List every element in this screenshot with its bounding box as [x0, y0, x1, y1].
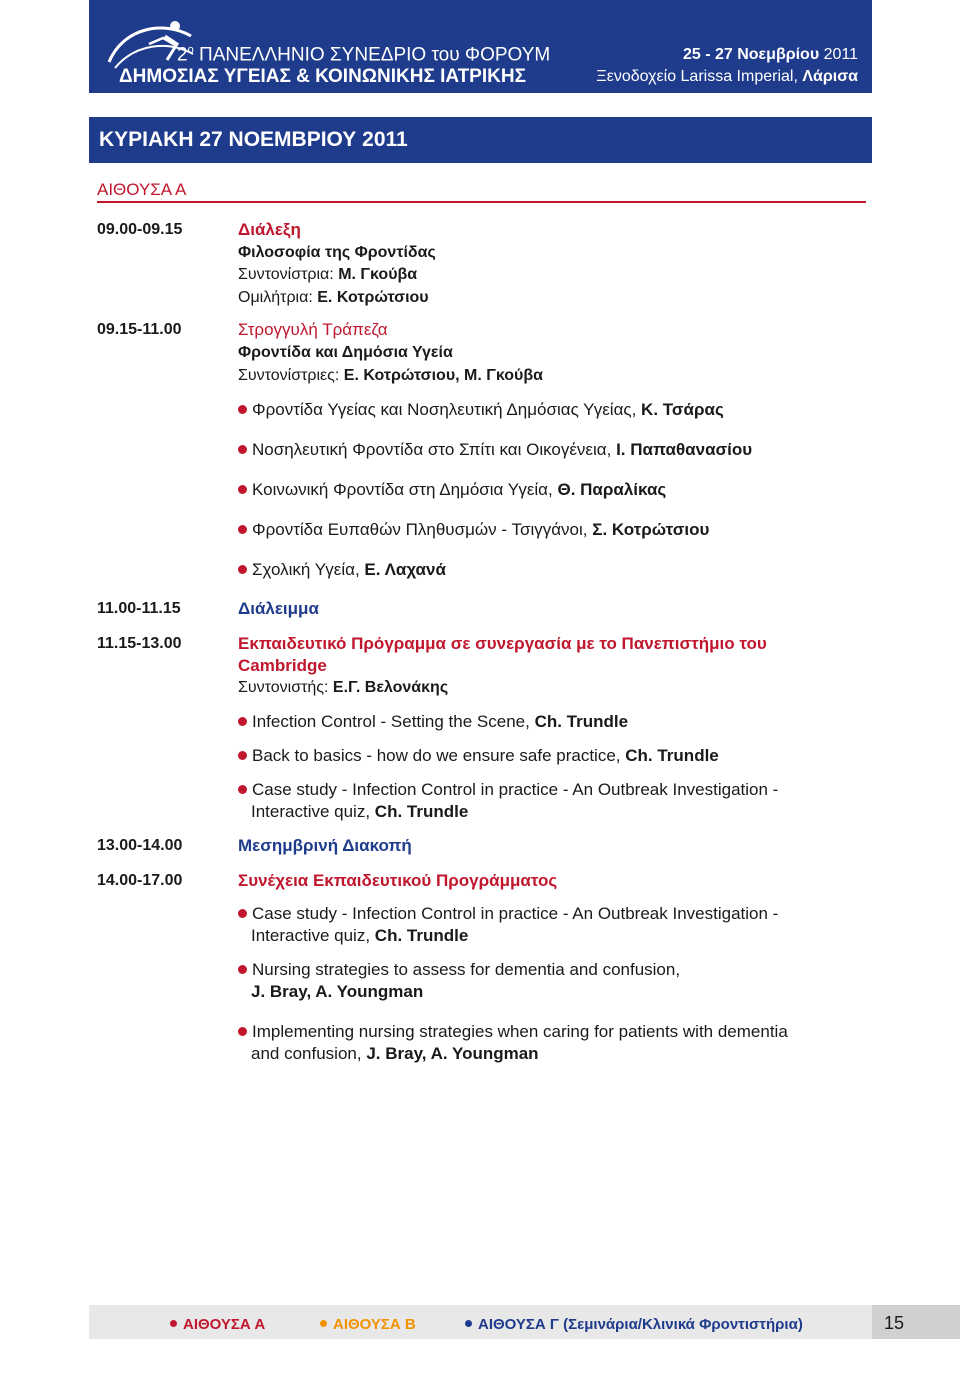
day-header	[89, 117, 872, 163]
bullet-icon	[238, 525, 247, 534]
bullet-icon	[238, 909, 247, 918]
session-time: 09.15-11.00	[97, 321, 182, 338]
conference-venue: Ξενοδοχείο Larissa Imperial, Λάρισα	[596, 68, 858, 85]
session-type: Διάλειμμα	[238, 599, 319, 618]
list-item: Back to basics - how do we ensure safe practice, Ch. Trundle	[238, 745, 838, 767]
bullet-icon	[238, 717, 247, 726]
list-item: Κοινωνική Φροντίδα στη Δημόσια Υγεία, Θ. Παραλίκας	[238, 479, 838, 501]
session-time: 11.00-11.15	[97, 600, 181, 617]
bullet-icon	[238, 751, 247, 760]
legend-dot-icon	[465, 1320, 472, 1327]
room-title: ΑΙΘΟΥΣΑ Α	[97, 180, 187, 199]
session-type: Στρογγυλή Τράπεζα	[238, 320, 388, 339]
list-item: Νοσηλευτική Φροντίδα στο Σπίτι και Οικογένεια, Ι. Παπαθανασίου	[238, 439, 838, 461]
conference-banner	[89, 0, 872, 93]
session-time: 13.00-14.00	[97, 837, 183, 854]
session-type: Μεσημβρινή Διακοπή	[238, 836, 412, 855]
session-speaker: Ομιλήτρια: Ε. Κοτρώτσιου	[238, 289, 429, 306]
session-type: Εκπαιδευτικό Πρόγραμμα σε συνεργασία με το Πανεπιστήμιο του	[238, 634, 767, 653]
bullet-icon	[238, 785, 247, 794]
session-time: 09.00-09.15	[97, 221, 183, 238]
day-title: ΚΥΡΙΑΚΗ 27 ΝΟΕΜΒΡΙΟΥ 2011	[99, 128, 408, 151]
session-type: Συνέχεια Εκπαιδευτικού Προγράμματος	[238, 871, 558, 890]
session-type-cont: Cambridge	[238, 656, 327, 675]
bullet-icon	[238, 1027, 247, 1036]
session-time: 14.00-17.00	[97, 872, 183, 889]
list-item: Φροντίδα Ευπαθών Πληθυσμών - Τσιγγάνοι, Σ. Κοτρώτσιου	[238, 519, 838, 541]
session-coordinators: Συντονίστριες: Ε. Κοτρώτσιου, Μ. Γκούβα	[238, 367, 543, 384]
bullet-icon	[238, 965, 247, 974]
session-time: 11.15-13.00	[97, 635, 182, 652]
bullet-icon	[238, 565, 247, 574]
list-item: Φροντίδα Υγείας και Νοσηλευτική Δημόσιας Υγείας, Κ. Τσάρας	[238, 399, 838, 421]
list-item: Case study - Infection Control in practice - An Outbreak Investigation - Interactive quiz, Ch. Trundle	[238, 903, 838, 947]
list-item: Σχολική Υγεία, Ε. Λαχανά	[238, 559, 838, 581]
page-number-box	[872, 1305, 960, 1339]
session-topic: Φιλοσοφία της Φροντίδας	[238, 244, 436, 261]
bullet-icon	[238, 405, 247, 414]
session-topic: Φροντίδα και Δημόσια Υγεία	[238, 344, 453, 361]
legend-item-room-a: ΑΙΘΟΥΣΑ Α	[170, 1316, 265, 1333]
list-item: Nursing strategies to assess for dementia and confusion, J. Bray, A. Youngman	[238, 959, 838, 1003]
list-item: Implementing nursing strategies when caring for patients with dementia and confusion, J. Bray, A. Youngman	[238, 1021, 858, 1065]
conference-title-line2: ΔΗΜΟΣΙΑΣ ΥΓΕΙΑΣ & ΚΟΙΝΩΝΙΚΗΣ ΙΑΤΡΙΚΗΣ	[119, 66, 526, 87]
legend-item-room-b: ΑΙΘΟΥΣΑ Β	[320, 1316, 416, 1333]
legend-item-room-c: ΑΙΘΟΥΣΑ Γ (Σεμινάρια/Κλινικά Φροντιστήρια)	[465, 1316, 803, 1333]
list-item: Infection Control - Setting the Scene, Ch. Trundle	[238, 711, 838, 733]
conference-dates: 25 - 27 Νοεμβρίου 2011	[682, 46, 858, 63]
room-divider	[97, 201, 866, 203]
page-number: 15	[884, 1313, 905, 1333]
list-item: Case study - Infection Control in practice - An Outbreak Investigation - Interactive quiz, Ch. Trundle	[238, 779, 838, 823]
legend-dot-icon	[170, 1320, 177, 1327]
session-coordinator: Συντονίστρια: Μ. Γκούβα	[238, 266, 418, 283]
session-type: Διάλεξη	[238, 220, 301, 239]
conference-title-line1: $2^o$ ΠΑΝΕΛΛΗΝΙΟ ΣΥΝΕΔΡΙΟ του ΦΟΡΟΥΜ	[177, 44, 551, 66]
legend-dot-icon	[320, 1320, 327, 1327]
bullet-icon	[238, 445, 247, 454]
bullet-icon	[238, 485, 247, 494]
session-coordinator: Συντονιστής: Ε.Γ. Βελονάκης	[238, 679, 449, 696]
